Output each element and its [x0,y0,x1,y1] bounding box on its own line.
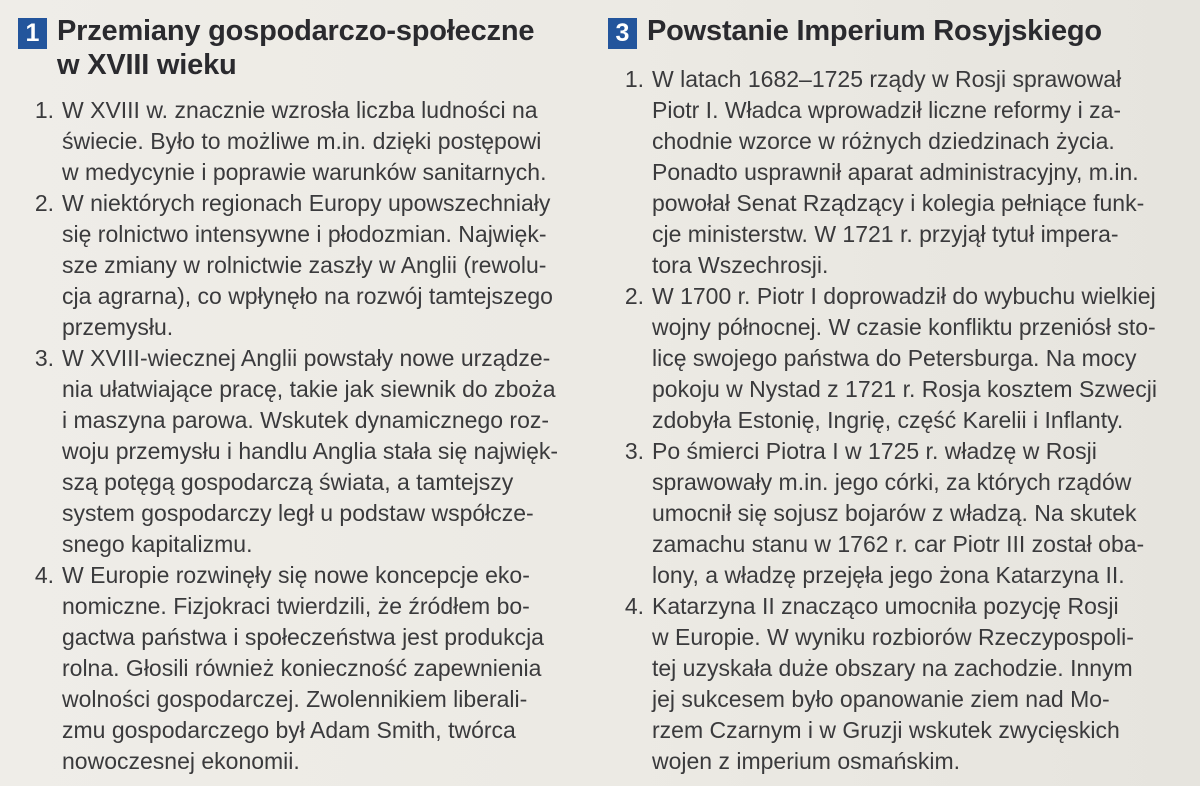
text-line: się rolnictwo intensywne i płodozmian. Najwięk- [62,221,547,247]
text-line: w Europie. W wyniku rozbiorów Rzeczypospoli- [652,624,1134,650]
item-number: 4. [624,593,644,619]
text-line: licę swojego państwa do Petersburga. Na mocy [652,345,1137,371]
text-line: tej uzyskała duże obszary na zachodzie. Innym [652,655,1133,681]
item-number: 1. [624,66,644,92]
text-line: W XVIII w. znacznie wzrosła liczba ludności na [62,97,538,123]
item-text [62,343,570,560]
list-item [608,436,1164,591]
text-line: wolności gospodarczej. Zwolennikiem liberali- [62,686,528,712]
item-number: 3. [624,438,644,464]
item-text [652,436,1164,591]
text-line: zdobyła Estonię, Ingrię, część Karelii i Inflanty. [652,407,1124,433]
text-line: W Europie rozwinęły się nowe koncepcje eko- [62,562,530,588]
text-line: pokoju w Nystad z 1721 r. Rosja kosztem Szwecji [652,376,1157,402]
section-title-line: w XVIII wieku [57,49,237,81]
item-number: 2. [624,283,644,309]
text-line: Katarzyna II znacząco umocniła pozycję Rosji [652,593,1119,619]
text-line: wojny północnej. W czasie konfliktu przeniósł sto- [652,314,1156,340]
text-line: W XVIII-wiecznej Anglii powstały nowe urządze- [62,345,551,371]
text-line: tora Wszechrosji. [652,252,829,278]
text-line: zmu gospodarczego był Adam Smith, twórca [62,717,516,743]
item-text [62,95,570,188]
item-number: 1. [34,97,54,123]
list-item [18,95,570,188]
text-line: cja agrarna), co wpłynęło na rozwój tamtejszego [62,283,553,309]
item-number: 3. [34,345,54,371]
item-text [652,64,1164,281]
item-text [652,281,1164,436]
text-line: sze zmiany w rolnictwie zaszły w Anglii (rewolu- [62,252,547,278]
list-item [18,343,570,560]
text-line: lony, a władzę przejęła jego żona Katarzyna II. [652,562,1125,588]
text-line: umocnił się sojusz bojarów z władzą. Na skutek [652,500,1137,526]
section-left [18,0,570,777]
text-line: gactwa państwa i społeczeństwa jest produkcja [62,624,544,650]
text-line: i maszyna parowa. Wskutek dynamicznego roz- [62,407,550,433]
section-title [57,14,567,82]
section-number-badge: 3 [608,18,637,49]
item-text [652,591,1164,777]
numbered-list [608,64,1164,777]
section-right [608,0,1164,777]
item-text [62,560,570,777]
section-title [647,14,1102,48]
section-title-line: Powstanie Imperium Rosyjskiego [647,15,1102,47]
text-line: cje ministerstw. W 1721 r. przyjął tytuł impera- [652,221,1119,247]
list-item [608,64,1164,281]
text-line: wojen z imperium osmańskim. [652,748,961,774]
text-line: świecie. Było to możliwe m.in. dzięki postępowi [62,128,542,154]
item-number: 2. [34,190,54,216]
list-item [18,560,570,777]
text-line: Po śmierci Piotra I w 1725 r. władzę w Rosji [652,438,1097,464]
text-line: nomiczne. Fizjokraci twierdzili, że źródłem bo- [62,593,530,619]
text-line: W 1700 r. Piotr I doprowadził do wybuchu wielkiej [652,283,1156,309]
text-line: Piotr I. Władca wprowadził liczne reformy i za- [652,97,1122,123]
item-text [62,188,570,343]
text-line: W niektórych regionach Europy upowszechniały [62,190,551,216]
text-line: sprawowały m.in. jego córki, za których rządów [652,469,1132,495]
numbered-list [18,95,570,777]
text-line: system gospodarczy legł u podstaw współcze- [62,500,534,526]
text-line: W latach 1682–1725 rządy w Rosji sprawował [652,66,1122,92]
text-line: rolna. Głosili również konieczność zapewnienia [62,655,542,681]
text-line: snego kapitalizmu. [62,531,253,557]
section-header [608,14,1164,49]
text-line: nia ułatwiające pracę, takie jak siewnik do zboża [62,376,556,402]
text-line: szą potęgą gospodarczą świata, a tamtejszy [62,469,514,495]
item-number: 4. [34,562,54,588]
list-item [608,591,1164,777]
section-title-line: Przemiany gospodarczo-społeczne [57,15,535,47]
list-item [608,281,1164,436]
text-line: woju przemysłu i handlu Anglia stała się najwięk- [62,438,559,464]
text-line: powołał Senat Rządzący i kolegia pełniące funk- [652,190,1145,216]
section-header [18,14,570,82]
text-line: Ponadto usprawnił aparat administracyjny, m.in. [652,159,1139,185]
text-line: zamachu stanu w 1762 r. car Piotr III został oba- [652,531,1145,557]
text-line: przemysłu. [62,314,174,340]
text-line: rzem Czarnym i w Gruzji wskutek zwycięskich [652,717,1120,743]
text-line: nowoczesnej ekonomii. [62,748,300,774]
section-number-badge: 1 [18,18,47,49]
text-line: chodnie wzorce w różnych dziedzinach życia. [652,128,1115,154]
text-line: w medycynie i poprawie warunków sanitarnych. [62,159,547,185]
list-item [18,188,570,343]
text-line: jej sukcesem było opanowanie ziem nad Mo- [652,686,1110,712]
